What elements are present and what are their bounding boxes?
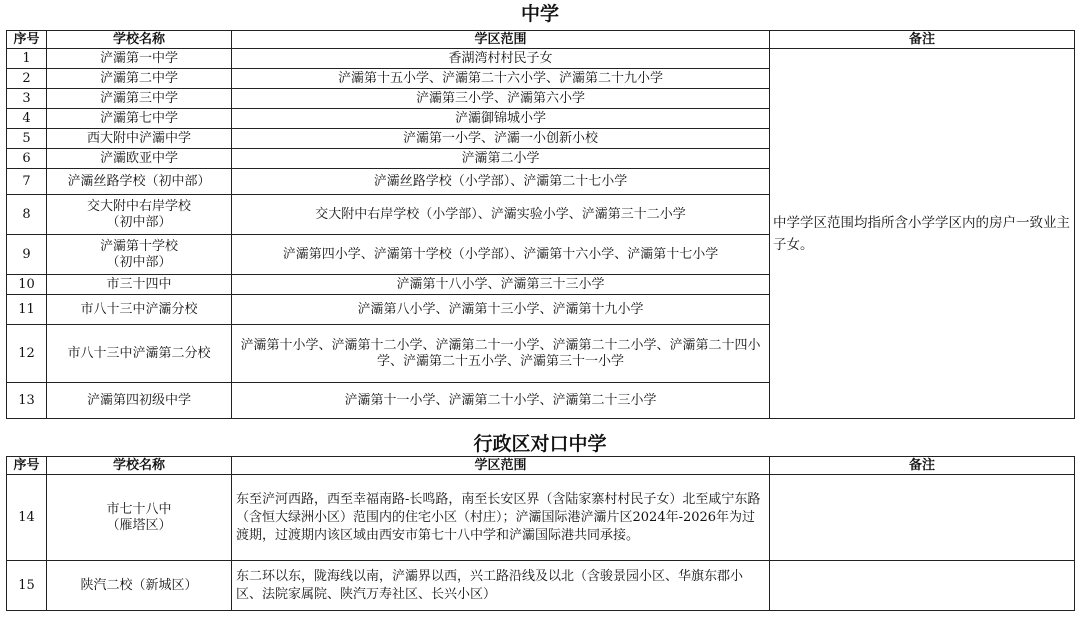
row-school: 浐灞第二中学 bbox=[47, 69, 232, 89]
table-row bbox=[7, 49, 1075, 69]
row-school: 浐灞第四初级中学 bbox=[47, 383, 232, 419]
header-range: 学区范围 bbox=[232, 457, 770, 475]
row-range: 浐灞第八小学、浐灞第十三小学、浐灞第十九小学 bbox=[232, 295, 770, 325]
row-school: 市八十三中浐灞分校 bbox=[47, 295, 232, 325]
row-no: 12 bbox=[7, 325, 47, 383]
row-school: 浐灞欧亚中学 bbox=[47, 149, 232, 169]
row-range: 浐灞御锦城小学 bbox=[232, 109, 770, 129]
row-no: 4 bbox=[7, 109, 47, 129]
row-no: 6 bbox=[7, 149, 47, 169]
row-note bbox=[770, 561, 1075, 611]
row-school: 浐灞丝路学校（初中部） bbox=[47, 169, 232, 195]
note-cell: 中学学区范围均指所含小学学区内的房户一致业主子女。 bbox=[770, 49, 1075, 419]
row-range: 东至浐河西路，西至幸福南路-长鸣路，南至长安区界（含陆家寨村村民子女）北至咸宁东路（含恒大绿洲小区）范围内的住宅小区（村庄）；浐灞国际港浐灞片区2024年-2026年为过渡期，过渡期内该区域由西安市第七十八中学和浐灞国际港共同承接。 bbox=[232, 475, 770, 561]
row-school: 浐灞第十学校 （初中部） bbox=[47, 235, 232, 275]
section2-title: 行政区对口中学 bbox=[473, 433, 607, 455]
row-no: 8 bbox=[7, 195, 47, 235]
row-school: 市七十八中 （雁塔区） bbox=[47, 475, 232, 561]
table-header-row bbox=[7, 457, 1075, 475]
row-no: 13 bbox=[7, 383, 47, 419]
row-range: 浐灞丝路学校（小学部）、浐灞第二十七小学 bbox=[232, 169, 770, 195]
header-no: 序号 bbox=[7, 31, 47, 49]
row-school: 市三十四中 bbox=[47, 275, 232, 295]
row-range: 浐灞第十五小学、浐灞第二十六小学、浐灞第二十九小学 bbox=[232, 69, 770, 89]
row-range: 浐灞第十小学、浐灞第十二小学、浐灞第二十一小学、浐灞第二十二小学、浐灞第二十四小学、浐灞第二十五小学、浐灞第三十一小学 bbox=[232, 325, 770, 383]
row-school: 浐灞第一中学 bbox=[47, 49, 232, 69]
header-school: 学校名称 bbox=[47, 31, 232, 49]
row-range: 东二环以东，陇海线以南，浐灞界以西，兴工路沿线及以北（含骏景园小区、华旗东郡小区、法院家属院、陕汽万寿社区、长兴小区） bbox=[232, 561, 770, 611]
row-no: 3 bbox=[7, 89, 47, 109]
row-school: 浐灞第七中学 bbox=[47, 109, 232, 129]
section1-title: 中学 bbox=[520, 3, 559, 25]
middle-school-table bbox=[6, 30, 1075, 419]
row-range: 浐灞第四小学、浐灞第十学校（小学部）、浐灞第十六小学、浐灞第十七小学 bbox=[232, 235, 770, 275]
row-note bbox=[770, 475, 1075, 561]
row-range: 浐灞第三小学、浐灞第六小学 bbox=[232, 89, 770, 109]
row-no: 1 bbox=[7, 49, 47, 69]
header-school: 学校名称 bbox=[47, 457, 232, 475]
table-header-row bbox=[7, 31, 1075, 49]
row-no: 15 bbox=[7, 561, 47, 611]
table-row bbox=[7, 475, 1075, 561]
district-school-table bbox=[6, 456, 1075, 611]
row-no: 10 bbox=[7, 275, 47, 295]
row-no: 7 bbox=[7, 169, 47, 195]
row-no: 9 bbox=[7, 235, 47, 275]
header-note: 备注 bbox=[770, 31, 1075, 49]
row-range: 浐灞第十一小学、浐灞第二十小学、浐灞第二十三小学 bbox=[232, 383, 770, 419]
row-range: 浐灞第二小学 bbox=[232, 149, 770, 169]
row-range: 交大附中右岸学校（小学部）、浐灞实验小学、浐灞第三十二小学 bbox=[232, 195, 770, 235]
header-note: 备注 bbox=[770, 457, 1075, 475]
row-school: 市八十三中浐灞第二分校 bbox=[47, 325, 232, 383]
row-school: 浐灞第三中学 bbox=[47, 89, 232, 109]
row-range: 香湖湾村村民子女 bbox=[232, 49, 770, 69]
table-row bbox=[7, 561, 1075, 611]
row-no: 11 bbox=[7, 295, 47, 325]
row-range: 浐灞第十八小学、浐灞第三十三小学 bbox=[232, 275, 770, 295]
row-school: 陕汽二校（新城区） bbox=[47, 561, 232, 611]
row-no: 14 bbox=[7, 475, 47, 561]
row-school: 交大附中右岸学校 （初中部） bbox=[47, 195, 232, 235]
row-school: 西大附中浐灞中学 bbox=[47, 129, 232, 149]
header-no: 序号 bbox=[7, 457, 47, 475]
row-no: 2 bbox=[7, 69, 47, 89]
header-range: 学区范围 bbox=[232, 31, 770, 49]
row-range: 浐灞第一小学、浐灞一小创新小校 bbox=[232, 129, 770, 149]
row-no: 5 bbox=[7, 129, 47, 149]
